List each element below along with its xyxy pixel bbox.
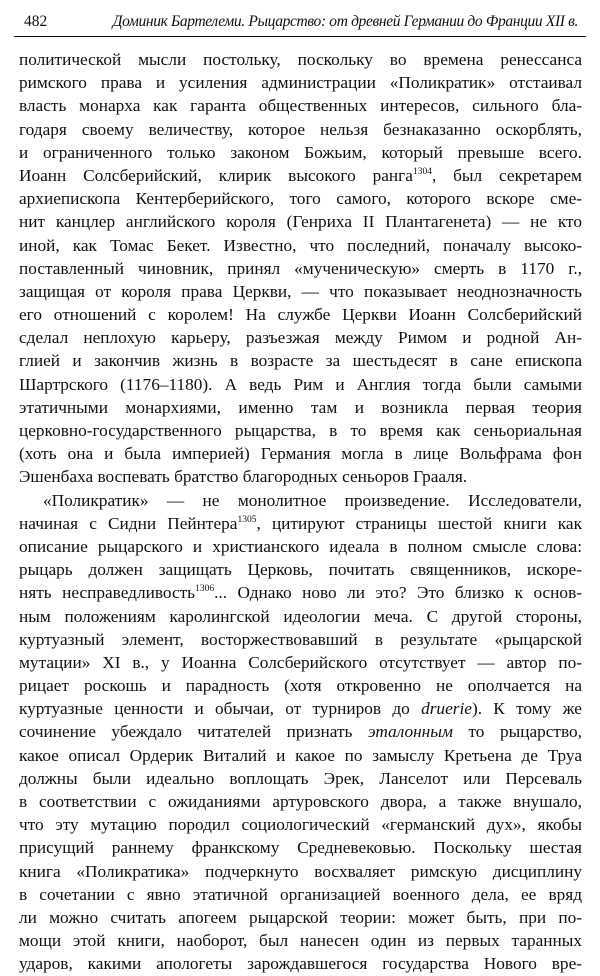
text-line: что эту мутацию породил социологический «германский дух», якобы	[19, 815, 582, 835]
text-line: сочинение убеждало читателей признать эталонным то рыцарство,	[19, 722, 582, 742]
text-line: в соответствии с ожиданиями артуровского двора, а также внушало,	[19, 792, 582, 811]
text-line: книга «Поликратика» подчеркнуто восхваляет римскую дисциплину	[19, 861, 582, 881]
text-line: мутации» XI в., у Иоанна Солсберийского отсутствует — автор по-	[19, 652, 582, 672]
page-number: 482	[24, 13, 48, 30]
footnote-ref-1306[interactable]: 1306	[195, 584, 215, 595]
text-line: его отношений с королем! На службе Церкви Иоанн Солсберийский	[19, 305, 582, 325]
text-line: «Поликратик» — не монолитное произведение. Исследователи,	[43, 490, 582, 510]
text-line: ударов, какими апологеты зарождавшегося государства Нового вре-	[19, 954, 582, 974]
text-line: ли можно считать апогеем рыцарской теории: может быть, при по-	[19, 907, 582, 927]
text-line: начиная с Сидни Пейнтера$^{1305}$, цитируют страницы шестой книги как	[19, 513, 582, 533]
text-line: годаря своему величеству, которое нельзя безнаказанно оскорблять,	[19, 119, 582, 139]
text-line: (хоть она и была империей) Германия могла в лице Вольфрама фон	[19, 444, 582, 464]
text-line: куртуазные ценности и обычаи, от турниров до druerie). К тому же	[19, 699, 582, 719]
body-text	[19, 48, 582, 976]
text-line: власть монарха как гаранта общественных интересов, сильного бла-	[19, 96, 582, 116]
text-line: в сочетании с явно этатичной организацией военного дела, ее вряд	[19, 884, 582, 904]
text-line: какое описал Ордерик Виталий и какое по замыслу Кретьена де Труа	[19, 745, 582, 765]
text-line: этатичными монархиями, именно там и возникла первая теория	[19, 397, 582, 417]
running-title: Доминик Бартелеми. Рыцарство: от древней Германии до Франции XII в.	[112, 13, 578, 30]
paragraph	[19, 489, 582, 976]
text-line: поставленный чиновник, принял «мученическую» смерть в 1170 г.,	[19, 258, 582, 278]
italic-term-etalonnym: эталонным	[367, 722, 453, 742]
running-head	[14, 12, 586, 37]
footnote-ref-1305[interactable]: 1305	[237, 514, 257, 525]
text-line: ным положениям каролингской идеологии меча. С другой стороны,	[19, 606, 582, 626]
text-line: иной, как Томас Бекет. Известно, что последний, поначалу высоко-	[19, 235, 582, 255]
text-line: Шартрского (1176–1180). А ведь Рим и Англия тогда были самыми	[19, 374, 582, 394]
text-line: присущий раннему франкскому Средневековью. Поскольку шестая	[19, 838, 582, 858]
text-line: Иоанн Солсберийский, клирик высокого ранга$^{1304}$, был секретарем	[19, 165, 582, 185]
text-line: сделал неплохую карьеру, разъезжая между Римом и родной Ан-	[19, 328, 582, 348]
text-line: должны были идеально воплощать Эрек, Ланселот или Персеваль	[19, 768, 582, 788]
text-line: куртуазный элемент, восторжествовавший в результате «рыцарской	[19, 629, 582, 649]
text-line: архиепископа Кентерберийского, того самого, которого вскоре сме-	[19, 189, 582, 209]
text-line: глией и закончив жизнь в возрасте за шестьдесят в сане епископа	[19, 351, 582, 371]
text-line: нит канцлер английского короля (Генриха II Плантагенета) — не кто	[19, 212, 582, 232]
text-line: римского права и усиления администрации «Поликратик» отстаивал	[19, 73, 582, 93]
text-line: описание рыцарского и христианского идеала в полном смысле слова:	[19, 536, 582, 556]
text-line: Эшенбаха воспевать братство благородных сеньоров Грааля.	[19, 467, 468, 487]
footnote-ref-1304[interactable]: 1304	[412, 167, 432, 178]
text-line: защищая от короля права Церкви, — что показывает неоднозначность	[19, 281, 582, 301]
paragraph	[19, 48, 582, 489]
text-line: нять несправедливость$^{1306}$... Однако ново ли это? Это близко к основ-	[19, 583, 582, 603]
text-line: рыцарь должен защищать Церковь, почитать священников, искоре-	[19, 560, 582, 580]
italic-term-druerie: druerie	[421, 699, 472, 719]
text-line: и ограниченного только законом Божьим, который превыше всего.	[19, 142, 582, 162]
text-line: мощи этой книги, наоборот, был нанесен один из первых таранных	[19, 931, 582, 951]
text-line: церковно-государственного рыцарства, в то время как сеньориальная	[19, 421, 582, 440]
text-line: политической мысли постольку, поскольку во времена ренессанса	[19, 50, 582, 69]
text-line: рицает роскошь и парадность (хотя откровенно не ополчается на	[19, 676, 582, 696]
